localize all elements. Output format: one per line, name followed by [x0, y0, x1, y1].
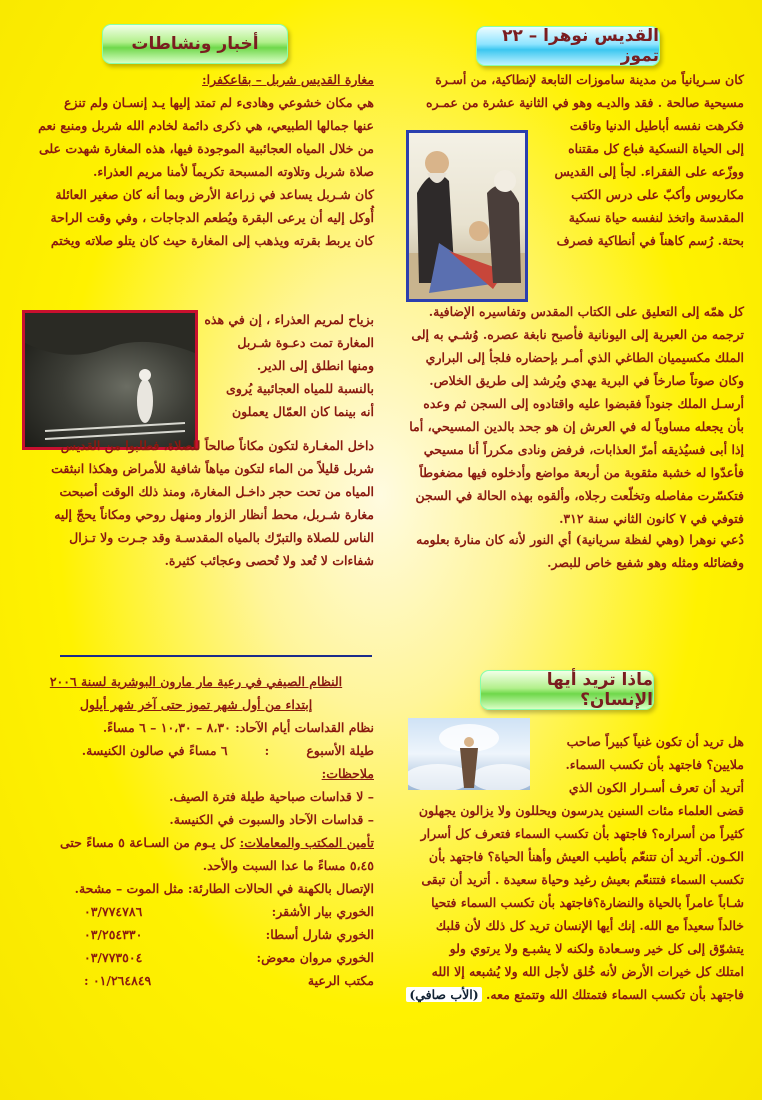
weekday-label: طيلة الأسبوع	[306, 743, 374, 758]
text-line: من خلال المياه العجائبية الموجودة فيها، هذه المغارة شهدت على	[38, 141, 374, 156]
contact-name: الخوري بيار الأشقر:	[271, 904, 374, 919]
text-line: كان شـربل يساعد في زراعة الأرض وبما أنه كان صغير العائلة	[55, 187, 374, 202]
text-line: أنه بينما كان العمّال يعملون	[232, 404, 374, 419]
text-line: إذا أبى فسيُذيقه أمرّ العذابات، فرفض ونادى مكرراً أنا مسيحي	[423, 442, 744, 457]
contact-name: مكتب الرعية	[307, 973, 374, 988]
contact-name: الخوري شارل أسطا:	[265, 927, 374, 942]
saint-title-badge	[476, 26, 660, 66]
schedule-title: النظام الصيفي في رعية مار مارون البوشرية لسنة ٢٠٠٦	[49, 674, 343, 689]
text-line: فكرهت نفسه أباطيل الدنيا وتاقت	[569, 118, 744, 133]
text-line: بحتة. رُسم كاهناً في أنطاكية فصرف	[556, 233, 744, 248]
contact-phone: ٠٣/٢٥٤٣٣٠	[84, 927, 143, 942]
office-text-2: ٥،٤٥ مساءً ما عدا السبت والأحد.	[202, 858, 374, 873]
text-line: الناس للصلاة والتبرّك بالمياه المقدسـة وقد جـرت ولا تـزال	[69, 530, 374, 545]
schedule-subtitle: إبتداء من أول شهر تموز حتى آخر شهر أيلول	[79, 697, 313, 712]
cave-subtitle: مغارة القديس شربل – بقاعكفرا:	[202, 72, 374, 87]
office-text: كل يـوم من السـاعة ٥ مساءً حتى	[59, 835, 240, 850]
question-body	[392, 799, 744, 1006]
contact-phone: ٠١/٢٦٤٨٤٩ :	[84, 973, 152, 988]
text-line: أرسـل الملك جنوداً فقبضوا عليه واقتادوه إلى السجن ثم وعده	[423, 396, 744, 411]
office-label: تأمين المكتب والمعاملات:	[239, 835, 374, 850]
text-line: المياه من تحت حجر داخـل المغارة، ومنذ ذلك الوقت أصبحت	[59, 484, 374, 499]
text-line: وكان صوتاً صارخاً في البرية يهدي ويُرشد إلى طريق الخلاص.	[429, 373, 744, 388]
note-item: – قداسات الآحاد والسبوت في الكنيسة.	[169, 812, 374, 827]
text-line: إلى الحياة النسكية فباع كل مقتناه	[568, 141, 744, 156]
question-wrap-text	[536, 730, 744, 799]
text-line: أُوكل إليه أن يرعى البقرة ويُطعم الدجاجات ، وفي وقت الراحة	[50, 210, 374, 225]
left-column	[18, 0, 374, 1100]
text-line: كان سـريانياً من مدينة ساموزات التابعة لإنطاكية، من أسـرة	[435, 72, 744, 87]
text-line: بالنسبة للمياه العجائبية يُروى	[226, 381, 374, 396]
text-line: امتلك كل خيرات الأرض لأنه خُلق لأجل الله ولا يُشبعه إلا الله	[431, 964, 744, 979]
text-line: تكسب السماء فتتنعّم بعيش رغيد وحياة سعيدة . أتريد أن تبقى	[421, 872, 744, 887]
text-line: الكـون. أتريد أن تتنعّم بأطيب العيش وأهنأ الحياة؟ فاجتهد بأن	[428, 849, 744, 864]
text-line: عنها جمالها الطبيعي، هي ذكرى دائمة لخادم الله شربل ومنبع نعم	[38, 118, 374, 133]
saint-title: القديس نوهرا – ٢٢ تموز	[502, 26, 659, 66]
news-title-badge	[102, 24, 288, 64]
text-line: داخل المغـارة لتكون مكاناً صالحاً للصلاة، فطلبوا من القديس	[60, 438, 374, 453]
text-line: يتشوّق إلى كل خير وسـعادة ولكنه لا يشبـع ولا يرتوي ولو	[449, 941, 744, 956]
question-title-badge	[480, 670, 654, 710]
text-line: مكاريوس وأكبّ على درس الكتب	[571, 187, 744, 202]
text-line: أتريد أن تعرف أسـرار الكون الذي	[568, 780, 744, 795]
text-line: ووزّعه على الفقراء. لجأ إلى القديس	[554, 164, 744, 179]
signature: (الأب صافي)	[406, 987, 481, 1002]
text-line: ملايين؟ فاجتهد بأن تكسب السماء.	[565, 757, 744, 772]
notes-label: ملاحظات:	[321, 766, 374, 781]
text-line: كل همّه إلى التعليق على الكتاب المقدس وتفاسيره الإضافية.	[428, 304, 744, 319]
cave-image	[22, 310, 198, 450]
contact-phone: ٠٣/٧٧٤٧٨٦	[84, 904, 143, 919]
schedule-section	[18, 670, 374, 992]
contact-row	[84, 946, 374, 969]
right-column	[392, 0, 744, 1100]
text-line: كان يربط بقرته ويذهب إلى المغارة حيث كان يتلو صلاته ويختم	[50, 233, 374, 248]
text-line: كثيراً من أسراره؟ فاجتهد بأن تكسب السماء فتعرف كل أسرار	[420, 826, 744, 841]
text-line: الملك مكسيميان الطاغي الذي أمـر بإحضاره فلجأ إلى البراري	[425, 350, 744, 365]
news-title: أخبار ونشاطات	[131, 34, 259, 54]
contact-row	[84, 923, 374, 946]
sunday-masses: نظام القداسات أيام الآحاد: ٨،٣٠ – ١٠،٣٠ – ٦ مساءً.	[102, 720, 374, 735]
text-line: وفضائله ومثله وهو شفيع خاص للبصر.	[547, 555, 744, 570]
cave-wrap-text	[204, 308, 374, 423]
saint-wrap-text	[536, 114, 744, 252]
text-line: ومنها انطلق إلى الدير.	[256, 358, 374, 373]
text-line: هل تريد أن تكون غنياً كبيراً صاحب	[566, 734, 744, 749]
saint-image	[406, 130, 528, 302]
weekday-value: ٦ مساءً في صالون الكنيسة.	[81, 743, 228, 758]
text-line: خالداً سعيداً مع الله. إنك أيها الإنسان تريد كل ذلك لأن قلبك	[435, 918, 744, 933]
text-line: بأن يجعله مساوياً له في العرش إن هو جحد بالدين المسيحي، أما	[409, 419, 744, 434]
text-line: مغارة شـربل، محط أنظار الزوار ومنهل روحي ومكاناً يحجّ إليه	[54, 507, 374, 522]
text-line: بزياح لمريم العذراء ، إن في هذه	[204, 312, 374, 327]
question-title: ماذا تريد أيها الإنسان؟	[546, 670, 653, 710]
text-line: شربل قليلاً من الماء لتكون مياهاً شافية للأمراض وهكذا انبثقت	[51, 461, 374, 476]
text-line: شفاءات لا تُعد ولا تُحصى وعجائب كثيرة.	[164, 553, 374, 568]
text-line: صلاة شربل وتلاوته المسبحة تكريماً لأمنا مريم العذراء.	[93, 164, 374, 179]
closing-sentence: فاجتهد بأن تكسب السماء فتمتلك الله وتتمتع معه.	[486, 987, 744, 1002]
text-line	[392, 983, 744, 1006]
weekday-colon: :	[264, 743, 270, 758]
note-item: – لا قداسات صباحية طيلة فترة الصيف.	[169, 789, 374, 804]
contact-phone: ٠٣/٧٧٣٥٠٤	[84, 950, 143, 965]
office-hours	[18, 831, 374, 854]
text-line: هي مكان خشوعي وهادىء لم تمتد إليها يـد إنسـان ولم تنزع	[63, 95, 374, 110]
weekday-masses	[18, 739, 374, 762]
text-line: قضى العلماء مئات السنين يدرسون ويحللون ولا يزالون يجهلون	[418, 803, 744, 818]
heaven-image	[408, 718, 530, 790]
cave-section	[18, 68, 374, 252]
saint-intro	[392, 68, 744, 114]
contact-row	[84, 969, 374, 992]
cave-body	[18, 434, 374, 572]
text-line: فأعدّوا له خشبة مثقوبة من أربعة مواضع وأدخلوه فيها مضغوطاً	[419, 465, 744, 480]
text-line: فتكسّرت مفاصله وتخلّعت رجلاه، وألقوه بهذه الحالة في السجن	[415, 488, 744, 503]
text-line: ترجمه من العبرية إلى اليونانية فأصبح نابغة عصره. وُشـي به إلى	[411, 327, 744, 342]
text-line: دُعي نوهرا (وهي لفظة سريانية) أي النور لأنه كان منارة بعلومه	[416, 532, 744, 547]
contact-name: الخوري مروان معوض:	[256, 950, 374, 965]
text-line: فتوفي في ٧ كانون الثاني سنة ٣١٢.	[559, 511, 744, 526]
divider	[60, 655, 372, 657]
text-line: المغارة تمت دعـوة شـربل	[237, 335, 374, 350]
text-line: المقدسة واتخذ لنفسه حياة نسكية	[568, 210, 744, 225]
text-line: مسيحية صالحة . فقد والديـه وهو في الثانية عشرة من عمـره	[426, 95, 744, 110]
contact-intro: الإتصال بالكهنة في الحالات الطارئة: مثل الموت – مشحة.	[74, 881, 374, 896]
saint-body	[392, 300, 744, 530]
saint-closing	[392, 528, 744, 574]
contact-row	[84, 900, 374, 923]
text-line: شـاباً عامراً بالحياة والنضارة؟فاجتهد بأن تكسب السماء فتحيا	[431, 895, 744, 910]
